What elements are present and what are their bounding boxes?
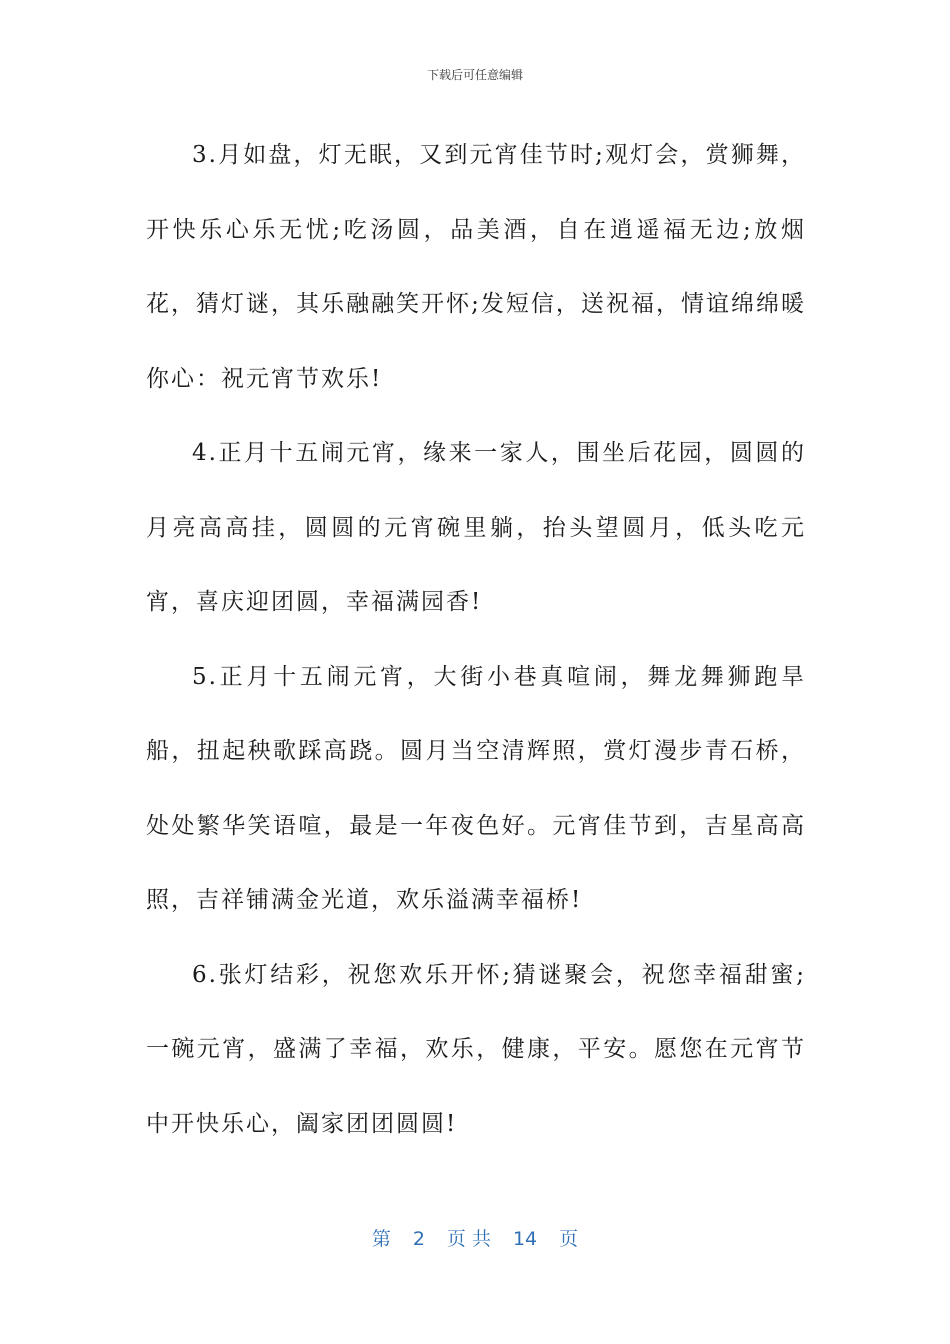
paragraph-6: 6.张灯结彩，祝您欢乐开怀;猜谜聚会，祝您幸福甜蜜;一碗元宵，盛满了幸福，欢乐，健康，平安。愿您在元宵节中开快乐心，阖家团团圆圆! (146, 961, 806, 1137)
current-page-number: 2 (412, 1228, 425, 1250)
paragraph-4: 4.正月十五闹元宵，缘来一家人，围坐后花园，圆圆的月亮高高挂，圆圆的元宵碗里躺，抬头望圆月，低头吃元宵，喜庆迎团圆，幸福满园香! (146, 440, 806, 615)
paragraph-3: 3.月如盘，灯无眠，又到元宵佳节时;观灯会，赏狮舞，开快乐心乐无忧;吃汤圆，品美酒，自在逍遥福无边;放烟花，猜灯谜，其乐融融笑开怀;发短信，送祝福，情谊绵绵暖你心：祝元宵节欢乐! (146, 142, 806, 392)
footer-suffix: 页 (559, 1228, 579, 1250)
header-note: 下载后可任意编辑 (426, 68, 523, 82)
footer-prefix: 第 (371, 1228, 391, 1250)
total-pages-number: 14 (512, 1228, 538, 1250)
paragraph-5: 5.正月十五闹元宵，大街小巷真喧闹，舞龙舞狮跑旱船，扭起秧歌踩高跷。圆月当空清辉照，赏灯漫步青石桥，处处繁华笑语喧，最是一年夜色好。元宵佳节到，吉星高高照，吉祥铺满金光道，欢乐溢满幸福桥! (146, 663, 806, 913)
page-footer (0, 1224, 950, 1251)
footer-middle: 页 共 (446, 1228, 491, 1250)
document-body (146, 118, 806, 1161)
